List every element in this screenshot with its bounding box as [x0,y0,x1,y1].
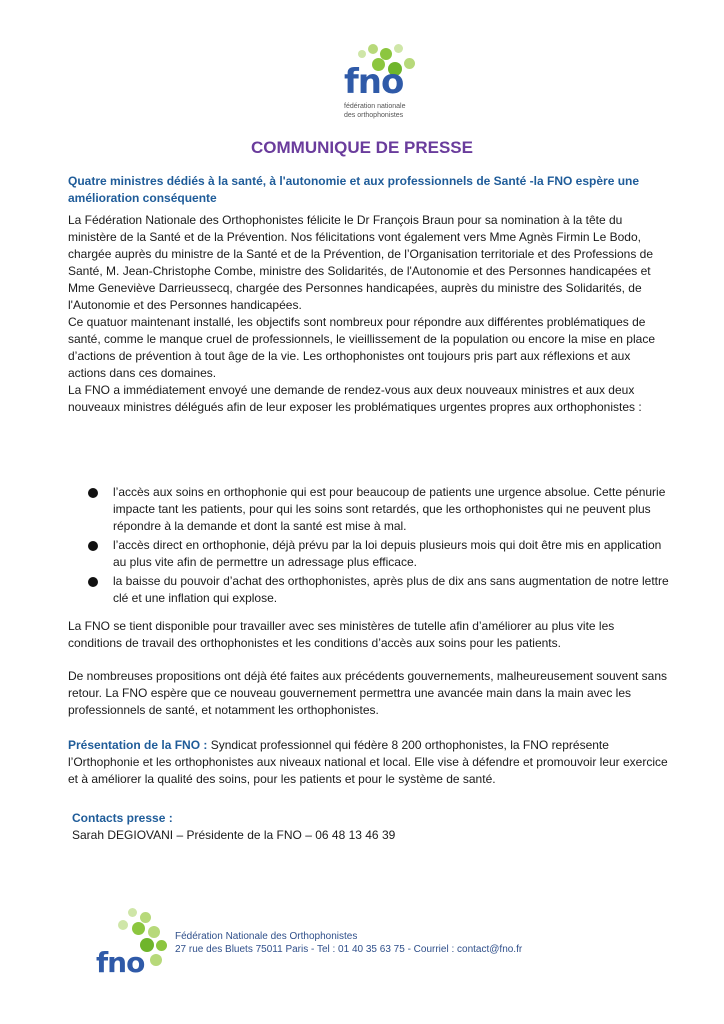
bullet-icon [88,488,98,498]
paragraph-congratulations: La Fédération Nationale des Orthophonistes félicite le Dr François Braun pour sa nomination à la tête du ministère de la Santé et de la Prévention. Nos félicitations vont également vers Mme Agnès Firmin Le Bodo, chargée auprès du ministre de la Santé et de la Prévention, de l’Organisation territoriale et des Professions de Santé, M. Jean-Christophe Combe, ministre des Solidarités, de l'Autonomie et des Personnes handicapées et Mme Geneviève Darrieussecq, chargée des Personnes handicapées, auprès du ministre des Solidarités, de l'Autonomie et des Personnes handicapées. [68,213,653,312]
bullet-icon [88,577,98,587]
issues-list [88,484,673,609]
paragraph-objectives: Ce quatuor maintenant installé, les objectifs sont nombreux pour répondre aux différentes problématiques de santé, comme le manque cruel de professionnels, le vieillissement de la population ou encore la mise en place d’actions de prévention à tout âge de la vie. Les orthophonistes ont toujours pris part aux réflexions et aux actions dans ces domaines. [68,315,655,380]
intro-section [68,212,668,416]
bullet-icon [88,541,98,551]
presentation-label: Présentation de la FNO : [68,738,208,752]
fno-logo [300,44,440,134]
presentation-text: Syndicat professionnel qui fédère 8 200 orthophonistes, la FNO représente l’Orthophonie et les orthophonistes aux niveaux national et local. Elle vise à défendre et promouvoir leur exercice et à améliorer la qualité des soins, pour les patients et pour le système de santé. [68,738,668,786]
paragraph-proposals: De nombreuses propositions ont déjà été faites aux précédents gouvernements, malheureusement souvent sans retour. La FNO espère que ce nouveau gouvernement permettra une avancée main dans la main avec les professionnels de santé, et notamment les orthophonistes. [68,669,668,717]
logo-brand: fno [344,62,404,102]
list-item: l’accès aux soins en orthophonie qui est pour beaucoup de patients une urgence absolue. Cette pénurie impacte tant les patients, pour qui les soins sont retardés, que les orthophonistes qui ne peuvent plus répondre à la demande et dont la santé est mise à mal. [88,484,673,535]
footer-contact [175,930,522,956]
presentation-section [68,737,668,788]
footer-fno-logo [92,906,172,986]
paragraph-availability: La FNO se tient disponible pour travailler avec ses ministères de tutelle afin d’améliorer au plus vite les conditions de travail des orthophonistes et les conditions d’accès aux soins pour les patients. [68,619,615,650]
contacts-line: Sarah DEGIOVANI – Présidente de la FNO – 06 48 13 46 39 [72,828,396,842]
footer-org: Fédération Nationale des Orthophonistes [175,931,358,942]
footer-logo-brand: fno [96,946,145,979]
paragraph-meeting-request: La FNO a immédiatement envoyé une demande de rendez-vous aux deux nouveaux ministres et aux deux nouveaux ministres délégués afin de leur exposer les problématiques urgentes propres aux orthophonistes : [68,383,642,414]
list-item: la baisse du pouvoir d’achat des orthophonistes, après plus de dix ans sans augmentation de notre lettre clé et une inflation qui explose. [88,573,673,607]
logo-subtitle: fédération nationale des orthophonistes [344,103,406,119]
headline: Quatre ministres dédiés à la santé, à l'autonomie et aux professionnels de Santé -la FNO espère une amélioration conséquente [68,174,640,205]
contacts-title: Contacts presse : [72,811,173,825]
list-item: l’accès direct en orthophonie, déjà prévu par la loi depuis plusieurs mois qui doit être mis en application au plus vite afin de permettre un adressage plus efficace. [88,537,673,571]
page-title: COMMUNIQUE DE PRESSE [251,138,473,157]
footer-address: 27 rue des Bluets 75011 Paris - Tel : 01 40 35 63 75 - Courriel : contact@fno.fr [175,944,523,955]
